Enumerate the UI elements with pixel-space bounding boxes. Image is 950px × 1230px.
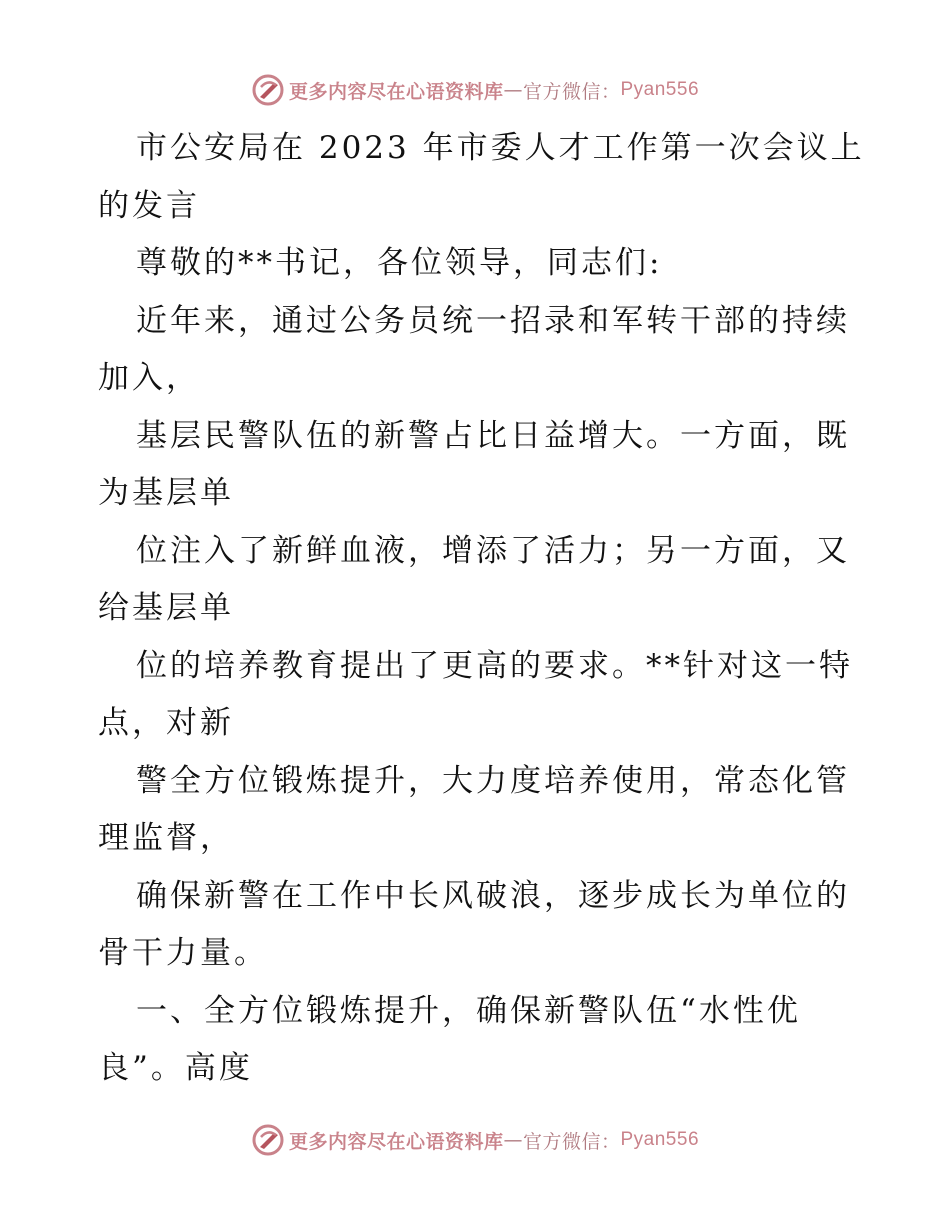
document-line: 位注入了新鲜血液，增添了活力；另一方面，又	[136, 532, 850, 569]
document-line: 点，对新	[98, 705, 234, 741]
document-line: 警全方位锻炼提升，大力度培养使用，常态化管	[136, 762, 850, 799]
document-line: 理监督，	[98, 820, 234, 856]
watermark-official-label: 官方微信：	[522, 1130, 621, 1153]
watermark-main-text: 更多内容尽在心语资料库	[288, 1130, 504, 1153]
watermark-wechat-id: Pyan556	[620, 1129, 700, 1150]
watermark-dash: —	[503, 79, 523, 101]
document-line: 给基层单	[98, 590, 234, 626]
document-line: 近年来，通过公务员统一招录和军转干部的持续	[136, 302, 850, 339]
document-line: 位的培养教育提出了更高的要求。**针对这一特	[136, 647, 853, 684]
document-line: 基层民警队伍的新警占比日益增大。一方面，既	[136, 417, 850, 454]
watermark-dash: —	[503, 1129, 523, 1151]
watermark-official-label: 官方微信：	[522, 80, 621, 103]
document-line: 一、全方位锻炼提升，确保新警队伍“水性优	[136, 992, 801, 1029]
document-line: 加入，	[98, 360, 200, 396]
watermark-footer	[0, 1120, 950, 1160]
brand-logo-icon	[251, 73, 285, 107]
watermark-wechat-id: Pyan556	[620, 79, 700, 100]
document-line: 确保新警在工作中长风破浪，逐步成长为单位的	[136, 877, 850, 914]
document-line: 尊敬的**书记，各位领导，同志们:	[136, 245, 663, 281]
document-line: 良”。高度	[98, 1050, 253, 1086]
document-line: 市公安局在 2023 年市委人才工作第一次会议上	[136, 130, 865, 166]
document-line: 为基层单	[98, 475, 234, 511]
brand-logo-icon	[251, 1123, 285, 1157]
document-line: 的发言	[98, 187, 200, 224]
document-body	[98, 120, 865, 1098]
watermark-main-text: 更多内容尽在心语资料库	[288, 80, 504, 103]
watermark-header	[0, 70, 950, 110]
document-line: 骨干力量。	[98, 935, 268, 971]
